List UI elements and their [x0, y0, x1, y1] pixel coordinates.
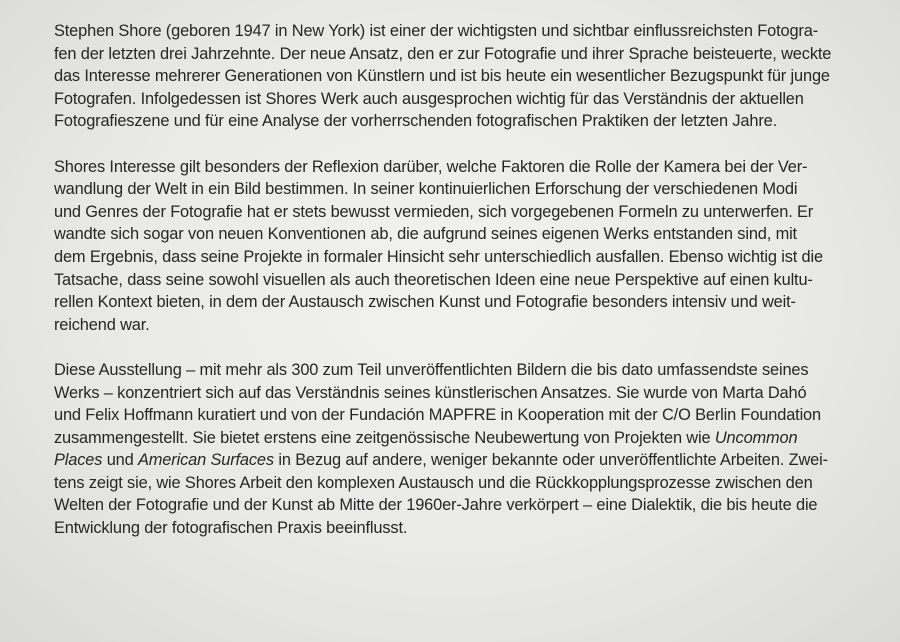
wall-text-panel [54, 20, 854, 540]
paragraph-1 [54, 20, 854, 133]
work-title-uncommon-places: Uncommon [714, 428, 798, 447]
text-line: und Felix Hoffmann kuratiert und von der Fundación MAPFRE in Kooperation mit der C/O Berlin Foundation [54, 406, 821, 425]
text-line: fen der letzten drei Jahrzehnte. Der neue Ansatz, den er zur Fotografie und ihrer Sprache beisteuerte, weckte [54, 44, 832, 63]
work-title-uncommon-places: Places [54, 451, 103, 470]
text-line [54, 427, 854, 450]
text-line: das Interesse mehrerer Generationen von Künstlern und ist bis heute ein wesentlicher Bezugspunkt für junge [54, 67, 830, 86]
text-line: Werks – konzentriert sich auf das Verständnis seines künstlerischen Ansatzes. Sie wurde von Marta Dahó [54, 383, 807, 402]
work-title-american-surfaces: American Surfaces [138, 451, 274, 470]
text-line: Fotografen. Infolgedessen ist Shores Werk auch ausgesprochen wichtig für das Verständnis der aktuellen [54, 89, 804, 108]
text-line: Tatsache, dass seine sowohl visuellen als auch theoretischen Ideen eine neue Perspektive auf einen kultu- [54, 270, 813, 289]
text-line: Stephen Shore (geboren 1947 in New York) ist einer der wichtigsten und sichtbar einflussreichsten Fotogra- [54, 22, 819, 40]
text-line [54, 449, 854, 472]
text-line: und Genres der Fotografie hat er stets bewusst vermieden, sich vorgegebenen Formeln zu unterwerfen. Er [54, 202, 814, 221]
text-line: rellen Kontext bieten, in dem der Austausch zwischen Kunst und Fotografie besonders intensiv und weit- [54, 293, 796, 312]
text-line: Fotografieszene und für eine Analyse der vorherrschenden fotografischen Praktiken der letzten Jahre. [54, 112, 778, 131]
text-run: in Bezug auf andere, weniger bekannte oder unveröffentlichte Arbeiten. Zwei- [273, 451, 828, 470]
text-line: wandte sich sogar von neuen Konventionen ab, die aufgrund seines eigenen Werks entstanden sind, mit [54, 225, 797, 244]
text-run: zusammengestellt. Sie bietet erstens eine zeitgenössische Neubewertung von Projekten wie [54, 428, 715, 447]
text-line: Entwicklung der fotografischen Praxis beeinflusst. [54, 519, 408, 538]
text-line: Welten der Fotografie und der Kunst ab Mitte der 1960er-Jahre verkörpert – eine Dialektik, die bis heute die [54, 496, 818, 515]
paragraph-2 [54, 156, 854, 337]
text-line: tens zeigt sie, wie Shores Arbeit den komplexen Austausch und die Rückkopplungsprozesse zwischen den [54, 473, 813, 492]
text-line: reichend war. [54, 315, 150, 334]
text-line: Shores Interesse gilt besonders der Reflexion darüber, welche Faktoren die Rolle der Kamera bei der Ver- [54, 157, 808, 176]
paragraph-3 [54, 359, 854, 540]
text-line: wandlung der Welt in ein Bild bestimmen. In seiner kontinuierlichen Erforschung der verschiedenen Modi [54, 180, 798, 199]
text-line: dem Ergebnis, dass seine Projekte in formaler Hinsicht sehr unterschiedlich ausfallen. Ebenso wichtig ist die [54, 247, 823, 266]
text-run: und [102, 451, 139, 470]
text-line: Diese Ausstellung – mit mehr als 300 zum Teil unveröffentlichten Bildern die bis dato umfassendste seines [54, 360, 809, 379]
